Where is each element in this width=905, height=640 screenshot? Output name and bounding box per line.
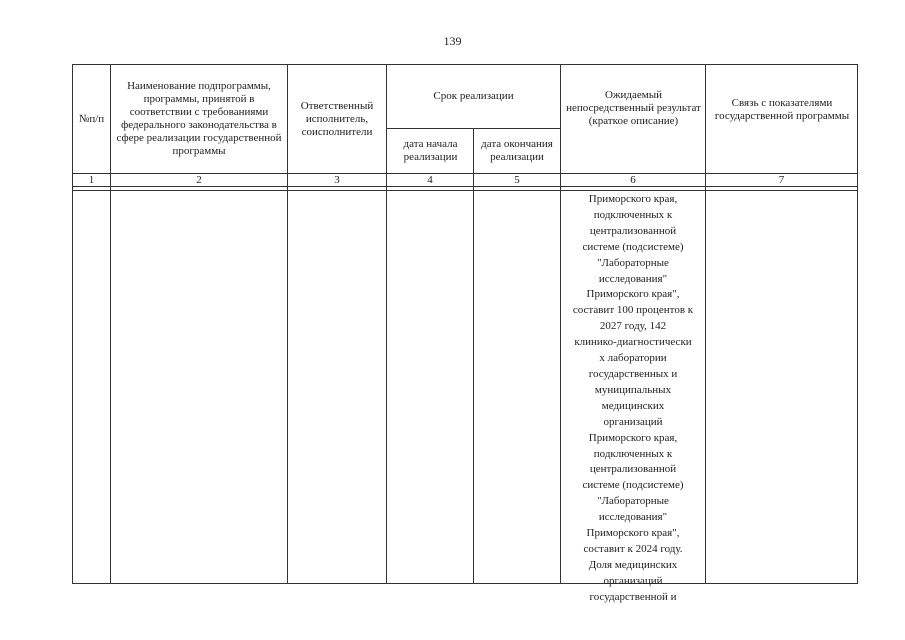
result-line: исследования"	[598, 272, 668, 285]
col-border-1	[110, 64, 111, 584]
table-bottom-border	[72, 583, 858, 584]
col-border-right	[857, 64, 858, 584]
result-line: подключенных к	[593, 208, 673, 221]
header-col-number: №п/п	[78, 112, 105, 125]
column-number-7: 7	[778, 174, 785, 186]
result-line: муниципальных	[594, 383, 672, 396]
result-line: централизованной	[589, 224, 677, 237]
result-line: "Лабораторные	[597, 256, 669, 269]
result-line: 2027 году, 142	[599, 320, 667, 333]
result-line: составит 100 процентов к	[572, 304, 694, 317]
result-line: исследования"	[598, 511, 668, 524]
result-line: системе (подсистеме)	[582, 240, 684, 253]
result-line: централизованной	[589, 463, 677, 476]
result-line: медицинских	[601, 399, 665, 412]
header-col-start-date: дата начала реализации	[403, 138, 458, 163]
column-number-4: 4	[427, 174, 433, 186]
result-line: х лаборатории	[599, 352, 667, 365]
result-line: организаций	[603, 415, 663, 428]
result-line: составит к 2024 году.	[583, 542, 683, 555]
col-border-3	[386, 64, 387, 584]
col-border-2	[287, 64, 288, 584]
body-top-line	[72, 190, 858, 191]
column-number-2: 2	[196, 174, 202, 186]
result-line: организаций	[603, 574, 663, 587]
column-number-1: 1	[88, 174, 95, 186]
header-col-indicators-link: Связь с показателями государственной программы	[714, 97, 850, 122]
result-line: государственной и	[589, 590, 677, 603]
result-line: системе (подсистеме)	[582, 479, 684, 492]
result-line: государственных и	[588, 367, 678, 380]
result-line: Приморского края,	[588, 431, 678, 444]
result-line: подключенных к	[593, 447, 673, 460]
header-col-expected-result: Ожидаемый непосредственный результат (краткое описание)	[566, 89, 701, 127]
result-line: Доля медицинских	[588, 558, 678, 571]
result-line: клинико-диагностически	[574, 336, 692, 349]
column-number-3: 3	[334, 174, 340, 186]
result-line: "Лабораторные	[597, 495, 669, 508]
column-number-6: 6	[630, 174, 636, 186]
result-line: Приморского края",	[586, 527, 680, 540]
result-line: Приморского края",	[586, 288, 680, 301]
col-border-6	[705, 64, 706, 584]
result-line: Приморского края,	[588, 193, 678, 205]
col-border-4	[473, 128, 474, 584]
column-number-5: 5	[514, 174, 520, 186]
header-col-responsible: Ответственный исполнитель, соисполнители	[300, 99, 374, 138]
header-col-end-date: дата окончания реализации	[481, 138, 553, 163]
header-col-subprogram-name: Наименование подпрограммы, программы, принятой в соответствии с требованиями федерального законодательства в сфере реализации государственной программы	[116, 80, 282, 157]
page-number: 139	[443, 34, 462, 48]
header-term-group: Срок реализации	[433, 90, 514, 102]
expected-result-text	[561, 192, 705, 606]
